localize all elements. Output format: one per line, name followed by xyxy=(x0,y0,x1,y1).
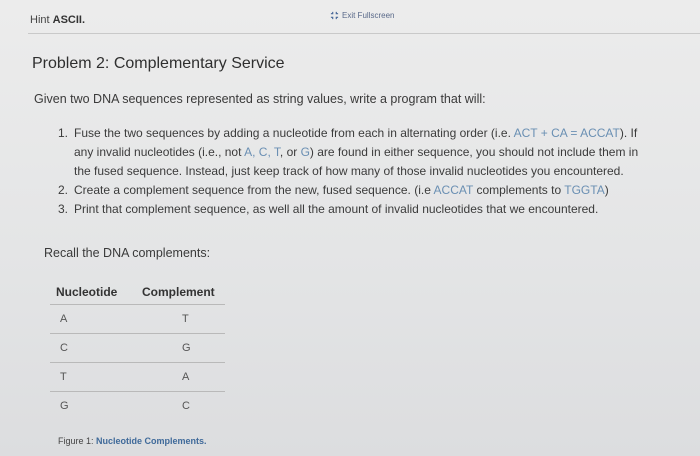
step-item xyxy=(58,200,658,219)
nucleotide-cell: T xyxy=(60,371,67,383)
nucleotide-cell: C xyxy=(60,342,68,354)
step-number: 1. xyxy=(58,126,69,140)
header-complement: Complement xyxy=(142,285,215,299)
step-item xyxy=(58,124,658,181)
step-example: A, C, T xyxy=(244,145,280,159)
hint-text xyxy=(30,14,85,26)
complements-table xyxy=(50,280,225,420)
exit-fullscreen-label: Exit Fullscreen xyxy=(342,11,395,20)
table-row xyxy=(50,305,225,334)
complement-cell: G xyxy=(182,342,191,354)
caption-prefix: Figure 1: xyxy=(58,436,97,446)
nucleotide-cell: A xyxy=(60,313,68,325)
header-nucleotide: Nucleotide xyxy=(56,285,118,299)
step-text: complements to xyxy=(473,183,565,197)
step-example: TGGTA xyxy=(564,183,605,197)
hint-bold: ASCII. xyxy=(52,14,86,26)
complement-cell: T xyxy=(182,313,189,325)
step-example: ACCAT xyxy=(433,183,474,197)
step-item xyxy=(58,181,658,200)
complement-cell: A xyxy=(182,371,190,383)
table-row xyxy=(50,392,225,420)
header-divider xyxy=(28,33,700,34)
nucleotide-cell: G xyxy=(60,400,69,412)
step-text: Create a complement sequence from the new, fused sequence. (i.e xyxy=(74,183,434,197)
step-text: Fuse the two sequences by adding a nucleotide from each in alternating order (i.e. xyxy=(74,126,514,140)
complement-cell: C xyxy=(182,400,190,412)
table-header xyxy=(50,280,225,305)
table-row xyxy=(50,363,225,392)
exit-fullscreen-icon xyxy=(330,11,339,20)
step-text: ) xyxy=(604,183,609,197)
problem-intro: Given two DNA sequences represented as string values, write a program that will: xyxy=(34,92,486,106)
figure-caption xyxy=(58,436,207,446)
step-text: ) are found in either sequence, you should not include them in the fused sequence. Instead, just keep track of how many of those invalid nucleotides you encountered. xyxy=(74,145,639,178)
step-number: 2. xyxy=(58,183,69,197)
hint-prefix: Hint xyxy=(30,14,53,26)
step-text: , or xyxy=(279,145,301,159)
caption-label: Nucleotide Complements. xyxy=(96,436,207,446)
step-example: G xyxy=(300,145,310,159)
exit-fullscreen-button[interactable] xyxy=(330,11,394,20)
steps-list xyxy=(58,124,658,219)
step-number: 3. xyxy=(58,202,69,216)
recall-text: Recall the DNA complements: xyxy=(44,246,211,260)
step-example: ACT + CA = ACCAT xyxy=(513,126,620,140)
step-text: ). If any invalid nucleotides (i.e., not xyxy=(74,126,638,159)
table-row xyxy=(50,334,225,363)
problem-title: Problem 2: Complementary Service xyxy=(32,55,285,72)
step-text: Print that complement sequence, as well all the amount of invalid nucleotides that we encountered. xyxy=(74,202,599,216)
